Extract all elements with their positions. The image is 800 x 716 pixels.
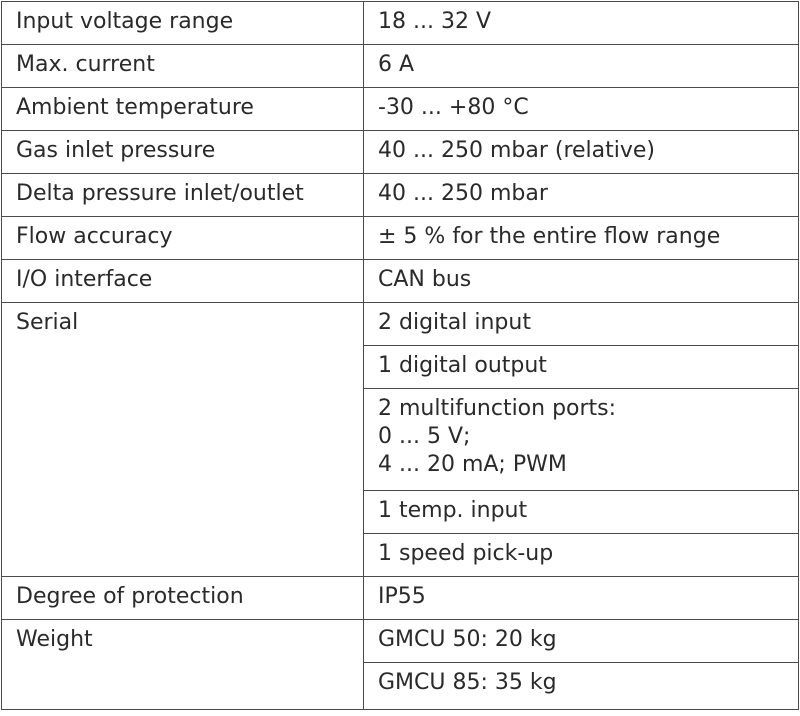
serial-value-multiline: 2 multifunction ports: 0 ... 5 V; 4 ... 20 mA; PWM (364, 389, 799, 491)
table-row-weight (2, 620, 799, 663)
serial-value: 1 temp. input (364, 491, 799, 534)
protection-label: Degree of protection (2, 577, 364, 620)
row-label: Flow accuracy (2, 217, 364, 260)
table-row-serial (2, 303, 799, 346)
serial-value: 1 speed pick-up (364, 534, 799, 577)
row-label: Input voltage range (2, 2, 364, 45)
row-value: 40 ... 250 mbar (relative) (364, 131, 799, 174)
weight-label: Weight (2, 620, 364, 710)
serial-value: 1 digital output (364, 346, 799, 389)
table-row (2, 2, 799, 45)
table-row (2, 260, 799, 303)
weight-value: GMCU 50: 20 kg (364, 620, 799, 663)
protection-value: IP55 (364, 577, 799, 620)
row-value: ± 5 % for the entire flow range (364, 217, 799, 260)
row-label: Max. current (2, 45, 364, 88)
serial-label: Serial (2, 303, 364, 577)
row-value: 6 A (364, 45, 799, 88)
row-value: 40 ... 250 mbar (364, 174, 799, 217)
serial-value: 2 digital input (364, 303, 799, 346)
table-row-protection (2, 577, 799, 620)
row-value: CAN bus (364, 260, 799, 303)
table-row (2, 45, 799, 88)
row-label: Delta pressure inlet/outlet (2, 174, 364, 217)
row-value: -30 ... +80 °C (364, 88, 799, 131)
table-row (2, 88, 799, 131)
spec-table (1, 1, 799, 710)
table-row (2, 131, 799, 174)
table-row (2, 217, 799, 260)
row-value: 18 ... 32 V (364, 2, 799, 45)
weight-value: GMCU 85: 35 kg (364, 663, 799, 710)
row-label: I/O interface (2, 260, 364, 303)
row-label: Ambient temperature (2, 88, 364, 131)
table-row (2, 174, 799, 217)
row-label: Gas inlet pressure (2, 131, 364, 174)
